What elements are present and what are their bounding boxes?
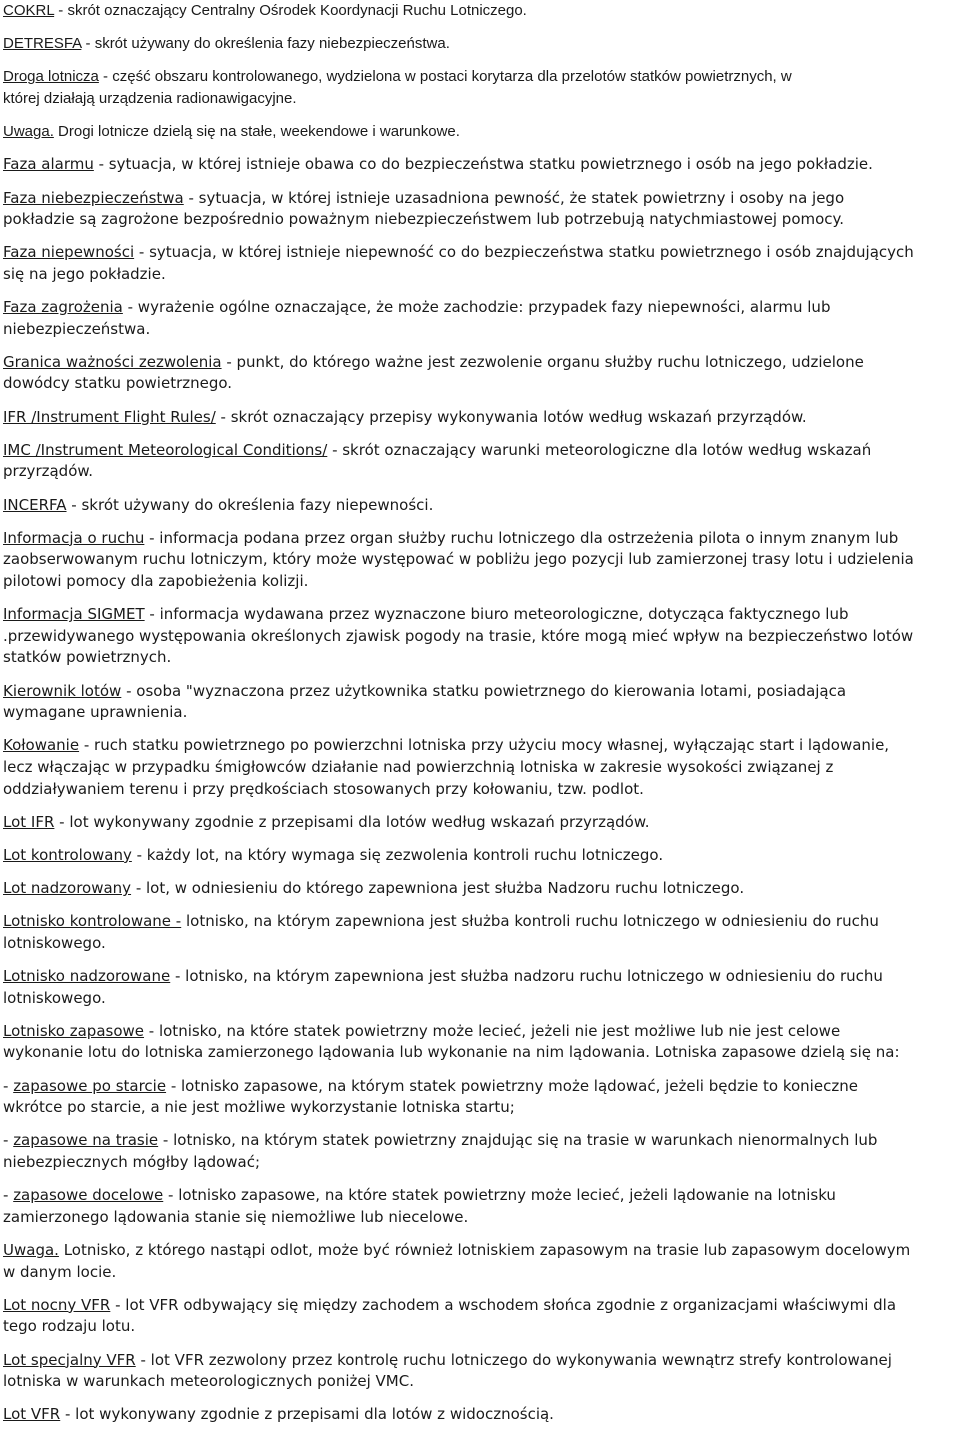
glossary-definition: lotnisko, na którym zapewniona jest służba kontroli ruchu lotniczego w odniesieniu do ruchu lotniskowego.	[3, 912, 879, 952]
glossary-term: zapasowe na trasie	[13, 1131, 159, 1150]
glossary-definition: - informacja wydawana przez wyznaczone biuro meteorologiczne, dotycząca faktycznego lub .przewidywanego występowania określonych zjawisk pogody na trasie, które mogą mieć wpływ na bezpieczeństwo lotów statków powietrznych.	[3, 605, 914, 667]
glossary-term: Lotnisko zapasowe	[3, 1021, 145, 1040]
glossary-definition: - lot, w odniesieniu do którego zapewniona jest służba Nadzoru ruchu lotniczego.	[131, 879, 745, 898]
glossary-term: Lotnisko kontrolowane -	[3, 912, 182, 931]
glossary-term: Kołowanie	[3, 736, 80, 755]
glossary-term: Faza zagrożenia	[3, 298, 123, 317]
glossary-definition: - wyrażenie ogólne oznaczające, że może zachodzie: przypadek fazy niepewności, alarmu lub niebezpieczeństwa.	[3, 298, 831, 338]
glossary-term: DETRESFA	[3, 35, 82, 53]
glossary-term: Faza niebezpieczeństwa	[3, 188, 184, 207]
glossary-term: IMC /Instrument Meteorological Conditions/	[3, 440, 328, 459]
glossary-definition: - punkt, do którego ważne jest zezwolenie organu służby ruchu lotniczego, udzielone dowódcy statku powietrznego.	[3, 352, 864, 393]
glossary-entry	[3, 121, 960, 143]
glossary-entry	[3, 911, 960, 954]
glossary-definition: - sytuacja, w której istnieje obawa co do bezpieczeństwa statku powietrznego i osób na jego pokładzie.	[93, 155, 873, 174]
list-bullet: -	[3, 1076, 14, 1095]
glossary-term: zapasowe docelowe	[13, 1186, 164, 1205]
glossary-entry	[3, 1295, 960, 1338]
glossary-definition: - lot VFR odbywający się między zachodem a wschodem słońca zgodnie z organizacjami właściwymi dla tego rodzaju lotu.	[3, 1295, 897, 1336]
glossary-entry	[3, 604, 960, 669]
glossary-definition: - skrót oznaczający przepisy wykonywania lotów według wskazań przyrządów.	[215, 407, 807, 426]
glossary-definition: - lotnisko zapasowe, na którym statek powietrzny może lądować, jeżeli będzie to konieczne wkrótce po starcie, a nie jest możliwe wykorzystanie lotniska startu;	[3, 1076, 858, 1117]
glossary-definition: - skrót oznaczający warunki meteorologiczne dla lotów według wskazań przyrządów.	[3, 440, 872, 481]
glossary-definition: - skrót oznaczający Centralny Ośrodek Koordynacji Ruchu Lotniczego.	[54, 2, 527, 19]
glossary-entry	[3, 1240, 960, 1283]
glossary-entry	[3, 528, 960, 593]
glossary-entry	[3, 33, 960, 55]
glossary-definition: - skrót używany do określenia fazy niepewności.	[66, 495, 434, 514]
glossary-entry	[3, 352, 960, 395]
glossary-definition: - lot wykonywany zgodnie z przepisami dla lotów z widocznością.	[60, 1405, 554, 1424]
glossary-definition: - lot wykonywany zgodnie z przepisami dla lotów według wskazań przyrządów.	[54, 812, 650, 831]
glossary-definition: - skrót używany do określenia fazy niebezpieczeństwa.	[81, 35, 450, 53]
glossary-term: IFR /Instrument Flight Rules/	[3, 407, 216, 426]
glossary-definition: - lotnisko, na którym zapewniona jest służba nadzoru ruchu lotniczego w odniesieniu do ruchu lotniskowego.	[3, 967, 883, 1007]
glossary-term: zapasowe po starcie	[13, 1076, 167, 1095]
glossary-entry	[3, 440, 960, 483]
glossary-entry	[3, 878, 960, 900]
glossary-term: Lot nadzorowany	[3, 879, 132, 898]
glossary-entry	[3, 1350, 960, 1393]
glossary-term: Faza alarmu	[3, 155, 94, 174]
glossary-term: INCERFA	[3, 495, 67, 514]
glossary-definition: - każdy lot, na który wymaga się zezwolenia kontroli ruchu lotniczego.	[131, 845, 664, 864]
glossary-entry	[3, 681, 960, 724]
glossary-entry	[3, 735, 960, 800]
glossary-term: Informacja o ruchu	[3, 528, 145, 547]
glossary-term: COKRL	[3, 2, 55, 19]
glossary-term: Lot IFR	[3, 812, 55, 831]
glossary-entry	[3, 812, 960, 834]
glossary-entry	[3, 1021, 960, 1064]
glossary-definition: - ruch statku powietrznego po powierzchni lotniska przy użyciu mocy własnej, wyłączając start i lądowanie, lecz włączając w przypadku śmigłowców działanie nad powierzchnią lotniska w zakresie wysokości związanej z oddziaływaniem terenu i przy prędkościach stosowanych przy kołowaniu, tzw. podlot.	[3, 736, 890, 798]
glossary-entry	[3, 154, 960, 176]
glossary-term: Droga lotnicza	[3, 68, 99, 86]
glossary-definition: - lot VFR zezwolony przez kontrolę ruchu lotniczego do wykonywania wewnątrz strefy kontrolowanej lotniska w warunkach meteorologicznych poniżej VMC.	[3, 1350, 892, 1391]
glossary-entry	[3, 1185, 960, 1228]
glossary-entry	[3, 1130, 960, 1173]
list-bullet: -	[3, 1131, 14, 1150]
glossary-entry	[3, 495, 960, 517]
glossary-term: Informacja SIGMET	[3, 605, 145, 624]
glossary-definition: - lotnisko zapasowe, na które statek powietrzny może lecieć, jeżeli lądowanie na lotnisku zamierzonego lądowania stanie się niemożliwe lub niecelowe.	[3, 1186, 836, 1226]
glossary-entry	[3, 0, 960, 22]
glossary-term: Lot kontrolowany	[3, 845, 132, 864]
glossary-entry	[3, 242, 960, 285]
glossary-entry	[3, 407, 960, 429]
list-bullet: -	[3, 1186, 14, 1205]
glossary-term: Lotnisko nadzorowane	[3, 967, 171, 986]
glossary-term: Uwaga.	[3, 123, 54, 141]
glossary-definition: - lotnisko, na które statek powietrzny może lecieć, jeżeli nie jest możliwe lub nie jest celowe wykonanie lotu do lotniska zamierzonego lądowania lub wykonanie na nim lądowania. Lotniska zapasowe dzielą się na:	[3, 1021, 900, 1062]
glossary-definition: - osoba "wyznaczona przez użytkownika statku powietrznego do kierowania lotami, posiadająca wymagane uprawnienia.	[3, 681, 847, 722]
glossary-term: Kierownik lotów	[3, 681, 122, 700]
glossary-definition: - informacja podana przez organ służby ruchu lotniczego dla ostrzeżenia pilota o innym znanym lub zaobserwowanym ruchu lotniczym, który może występować w pobliżu jego pozycji lub zamierzonej trasy lotu i udzielenia pilotowi pomocy dla zapobieżenia kolizji.	[3, 528, 914, 590]
glossary-term: Faza niepewności	[3, 243, 135, 262]
glossary-entry	[3, 188, 960, 231]
glossary-entry	[3, 66, 960, 109]
glossary-definition: - sytuacja, w której istnieje niepewność co do bezpieczeństwa statku powietrznego i osób znajdujących się na jego pokładzie.	[3, 243, 914, 283]
glossary-term: Uwaga.	[3, 1240, 59, 1259]
glossary-entry	[3, 1404, 960, 1426]
glossary-term: Lot nocny VFR	[3, 1295, 111, 1314]
glossary-definition: Drogi lotnicze dzielą się na stałe, weekendowe i warunkowe.	[53, 123, 460, 141]
glossary-term: Granica ważności zezwolenia	[3, 352, 222, 371]
glossary-definition: - lotnisko, na którym statek powietrzny znajdując się na trasie w warunkach nienormalnych lub niebezpiecznych mógłby lądować;	[3, 1131, 878, 1171]
glossary-term: Lot VFR	[3, 1405, 61, 1424]
glossary-entry	[3, 297, 960, 340]
glossary-term: Lot specjalny VFR	[3, 1350, 136, 1369]
glossary-entry	[3, 966, 960, 1009]
glossary-entry	[3, 845, 960, 867]
glossary-definition: - sytuacja, w której istnieje uzasadniona pewność, że statek powietrzny i osoby na jego pokładzie są zagrożone bezpośrednio poważnym niebezpieczeństwem lub potrzebują natychmiastowej pomocy.	[3, 188, 845, 229]
glossary-entry	[3, 1076, 960, 1119]
glossary-definition: Lotnisko, z którego nastąpi odlot, może być również lotniskiem zapasowym na trasie lub zapasowym docelowym w danym locie.	[3, 1240, 911, 1281]
glossary-definition: - część obszaru kontrolowanego, wydzielona w postaci korytarza dla przelotów statków powietrznych, w której działają urządzenia radionawigacyjne.	[3, 68, 792, 107]
